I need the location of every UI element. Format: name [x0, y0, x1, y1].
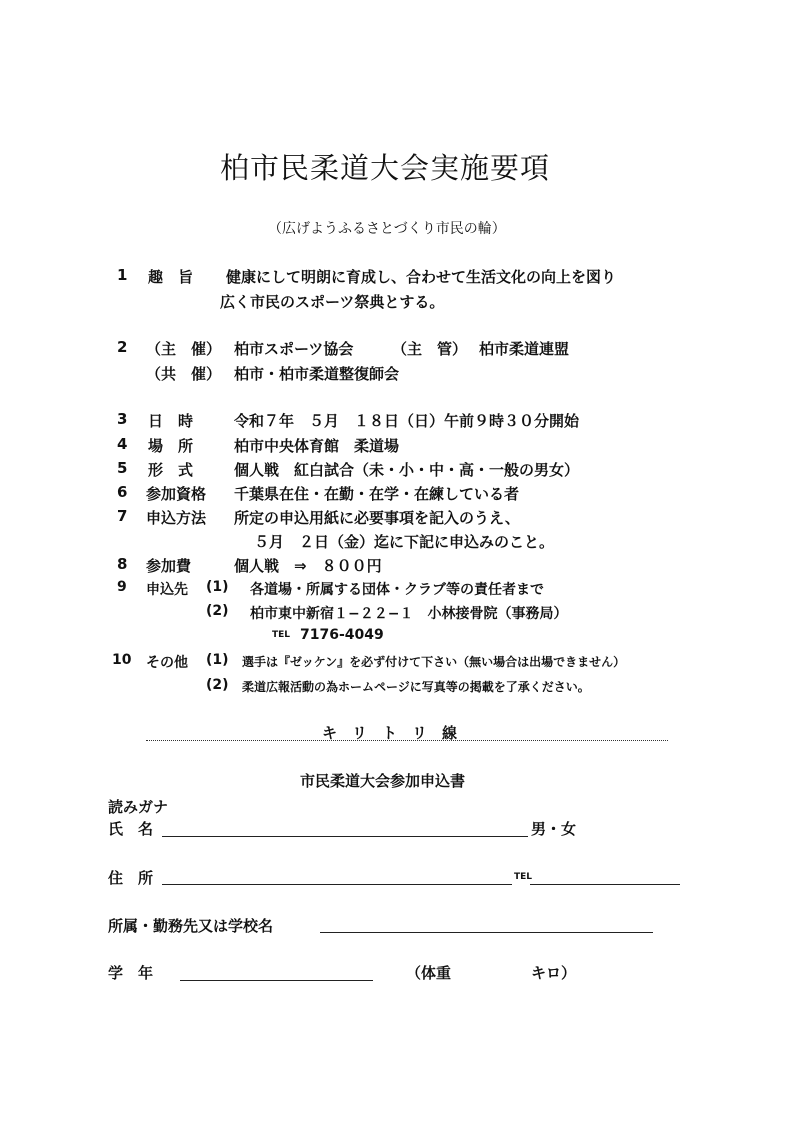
event-venue: 柏市中央体育館 柔道場 — [234, 437, 400, 455]
weight-label-close: キロ） — [531, 964, 577, 982]
section-9-number: 9 — [117, 579, 127, 595]
weight-label-open: （体重 — [406, 964, 452, 982]
note-2-number: (2) — [206, 677, 229, 693]
note-1-number: (1) — [206, 652, 229, 668]
tel-field[interactable] — [530, 884, 680, 885]
section-1-number: 1 — [117, 266, 128, 284]
section-7-number: 7 — [117, 507, 128, 525]
tel-label: TEL — [272, 630, 291, 640]
section-1-text-line2: 広く市民のスポーツ祭典とする。 — [220, 293, 445, 311]
page-subtitle: （広げようふるさとづくり市民の輪） — [268, 221, 506, 237]
section-8-number: 8 — [117, 555, 128, 573]
section-2-number: 2 — [117, 338, 128, 356]
section-7-label: 申込方法 — [146, 509, 207, 527]
page-title: 柏市民柔道大会実施要項 — [220, 151, 551, 185]
cut-line — [146, 740, 668, 741]
event-format: 個人戦 紅白試合（未・小・中・高・一般の男女） — [234, 461, 580, 479]
host-value: 柏市スポーツ協会 — [234, 340, 354, 358]
section-10-label: その他 — [146, 655, 188, 671]
section-5-label: 形 式 — [148, 461, 194, 479]
section-1-text-line1: 健康にして明朗に育成し、合わせて生活文化の向上を図り — [226, 268, 617, 286]
cut-line-label: キ リ ト リ 線 — [322, 724, 458, 742]
address-tel-label: TEL — [514, 872, 533, 882]
affiliation-label: 所属・勤務先又は学校名 — [108, 917, 274, 935]
grade-label: 学 年 — [108, 964, 154, 982]
affiliation-field[interactable] — [320, 932, 653, 933]
application-method-line2: ５月 ２日（金）迄に下記に申込みのこと。 — [254, 533, 555, 551]
cosponsor-value: 柏市・柏市柔道整復師会 — [234, 365, 400, 383]
name-label: 氏 名 — [108, 820, 154, 838]
section-9-label: 申込先 — [146, 582, 188, 598]
section-3-label: 日 時 — [148, 412, 194, 430]
section-5-number: 5 — [117, 459, 128, 477]
contact-1-text: 各道場・所属する団体・クラブ等の責任者まで — [250, 582, 544, 598]
participation-fee: 個人戦 ⇒ ８００円 — [234, 557, 382, 575]
management-value: 柏市柔道連盟 — [479, 340, 570, 358]
note-1-text: 選手は『ゼッケン』を必ず付けて下さい（無い場合は出場できません） — [242, 655, 626, 669]
section-10-number: 10 — [112, 652, 132, 668]
section-8-label: 参加費 — [146, 557, 192, 575]
address-label: 住 所 — [108, 869, 154, 887]
form-title: 市民柔道大会参加申込書 — [300, 772, 466, 790]
section-3-number: 3 — [117, 410, 128, 428]
host-label: （主 催） — [146, 340, 222, 358]
contact-2-number: (2) — [206, 603, 229, 619]
contact-2-text: 柏市東中新宿１−２２−１ 小林接骨院（事務局） — [250, 606, 568, 622]
section-6-number: 6 — [117, 483, 128, 501]
section-4-number: 4 — [117, 435, 128, 453]
furigana-label: 読みガナ — [108, 798, 169, 816]
note-2-text: 柔道広報活動の為ホームページに写真等の掲載を了承ください。 — [242, 680, 590, 694]
cosponsor-label: （共 催） — [146, 365, 222, 383]
application-method-line1: 所定の申込用紙に必要事項を記入のうえ、 — [234, 509, 520, 527]
name-field[interactable] — [162, 836, 528, 837]
section-6-label: 参加資格 — [146, 485, 207, 503]
management-label: （主 管） — [392, 340, 468, 358]
event-datetime: 令和７年 ５月 １８日（日）午前９時３０分開始 — [234, 412, 580, 430]
section-4-label: 場 所 — [148, 437, 194, 455]
address-field[interactable] — [162, 884, 512, 885]
contact-tel-number: 7176-4049 — [300, 627, 384, 643]
gender-option: 男・女 — [531, 820, 577, 838]
contact-1-number: (1) — [206, 579, 229, 595]
eligibility: 千葉県在住・在勤・在学・在練している者 — [234, 485, 520, 503]
grade-field[interactable] — [180, 980, 373, 981]
section-1-label: 趣 旨 — [148, 268, 194, 286]
